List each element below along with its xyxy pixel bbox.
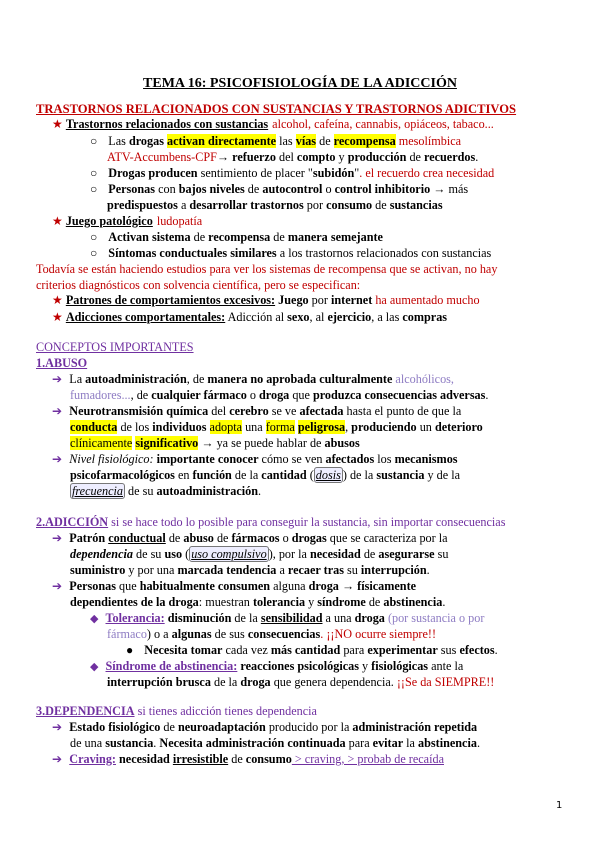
star-bullet-icon: ★ — [52, 117, 63, 131]
list-item-sustancias — [52, 116, 494, 132]
arrow-bullet-icon: ➔ — [52, 720, 63, 734]
circle-bullet-icon: ○ — [90, 246, 98, 260]
page-title: TEMA 16: PSICOFISIOLOGÍA DE LA ADICCIÓN — [143, 76, 457, 91]
dependencia-p2: ➔ Craving: necesidad irresistible de consumo > craving, > probab de recaída — [52, 752, 444, 766]
abuso-p2b: conducta de los individuos adopta una forma peligrosa, produciendo un deterioro — [70, 420, 483, 434]
circle-bullet-icon: ○ — [90, 230, 98, 244]
arrow-bullet-icon: ➔ — [52, 752, 63, 766]
circle-bullet-icon: ○ — [90, 134, 98, 148]
circle-bullet-icon: ○ — [90, 182, 98, 196]
list-item-c2: predispuestos a desarrollar trastornos por consumo de sustancias — [107, 198, 443, 212]
item-examples: alcohol, cafeína, cannabis, opiáceos, tabaco... — [272, 117, 494, 131]
abuso-p1a: ➔ La autoadministración, de manera no aprobada culturalmente alcohólicos, — [52, 372, 454, 386]
abuso-p2c: clínicamente significativo → ya se puede hablar de abusos — [70, 436, 360, 450]
list-item-adicciones: ★ Adicciones comportamentales: Adicción al sexo, al ejercicio, a las compras — [52, 310, 448, 324]
list-item-a2: ATV-Accumbens-CPF→ refuerzo del compto y producción de recuerdos. — [107, 150, 479, 164]
sindrome-line-1: ◆ Síndrome de abstinencia: reacciones psicológicas y fisiológicas ante la — [90, 659, 464, 673]
circle-bullet-icon: ○ — [90, 166, 98, 180]
dependencia-p1b: de una sustancia. Necesita administración continuada para evitar la abstinencia. — [70, 736, 480, 750]
arrow-bullet-icon: ➔ — [52, 404, 63, 418]
star-bullet-icon: ★ — [52, 214, 63, 228]
tolerancia-line-2: fármaco) o a algunas de sus consecuencias. ¡¡NO ocurre siempre!! — [107, 627, 437, 641]
diamond-bullet-icon: ◆ — [90, 661, 99, 673]
dot-bullet-icon: ● — [126, 643, 134, 657]
subheading-dependencia: 3.DEPENDENCIA si tienes adicción tienes dependencia — [36, 704, 317, 718]
section-heading-conceptos: CONCEPTOS IMPORTANTES — [36, 340, 194, 354]
arrow-bullet-icon: ➔ — [52, 372, 63, 386]
list-item-e1: ○ Síntomas conductuales similares a los trastornos relacionados con sustancias — [90, 246, 492, 260]
abuso-p2a: ➔ Neurotransmisión química del cerebro se ve afectada hasta el punto de que la — [52, 404, 462, 418]
abuso-p3b: psicofarmacológicos en función de la cantidad ( dosis ) de la sustancia y de la — [70, 468, 460, 482]
note-line-2: criterios diagnósticos con solvencia científica, pero se especifican: — [36, 278, 361, 292]
list-item-a1: ○ Las drogas activan directamente las vías de recompensa mesolímbica — [90, 134, 462, 148]
dependencia-p1a: ➔ Estado fisiológico de neuroadaptación producido por la administración repetida — [52, 720, 478, 734]
abuso-p1b: fumadores..., de cualquier fármaco o droga que produzca consecuencias adversas. — [70, 388, 489, 402]
diamond-bullet-icon: ◆ — [90, 613, 99, 625]
list-item-patrones: ★ Patrones de comportamientos excesivos: Juego por internet ha aumentado mucho — [52, 293, 480, 307]
arrow-bullet-icon: ➔ — [52, 452, 63, 466]
adiccion-p1b: dependencia de su uso ( uso compulsivo ), por la necesidad de asegurarse su — [70, 547, 449, 561]
adiccion-p2a: ➔ Personas que habitualmente consumen alguna droga → físicamente — [52, 579, 417, 593]
abuso-p3a: ➔ Nivel fisiológico: importante conocer cómo se ven afectados los mecanismos — [52, 452, 458, 466]
subheading-abuso: 1.ABUSO — [36, 356, 88, 370]
arrow-bullet-icon: ➔ — [52, 531, 63, 545]
tolerancia-line-1: ◆ Tolerancia: disminución de la sensibilidad a una droga (por sustancia o por — [90, 611, 485, 625]
list-item-d1: ○ Activan sistema de recompensa de manera semejante — [90, 230, 383, 244]
list-item-juego: ★ Juego patológico ludopatía — [52, 214, 203, 228]
adiccion-p2b: dependientes de la droga: muestran tolerancia y síndrome de abstinencia. — [70, 595, 446, 609]
sindrome-line-2: interrupción brusca de la droga que genera dependencia. ¡¡Se da SIEMPRE!! — [107, 675, 495, 689]
item-label: Trastornos relacionados con sustancias — [65, 117, 269, 131]
star-bullet-icon: ★ — [52, 310, 63, 324]
page-number: 1 — [556, 800, 563, 811]
subheading-adiccion: 2.ADICCIÓN si se hace todo lo posible para conseguir la sustancia, sin importar consecuencias — [36, 515, 506, 529]
adiccion-p1c: suministro y por una marcada tendencia a recaer tras su interrupción. — [70, 563, 430, 577]
list-item-c1: ○ Personas con bajos niveles de autocontrol o control inhibitorio → más — [90, 182, 469, 196]
section-heading-trastornos: TRASTORNOS RELACIONADOS CON SUSTANCIAS Y TRASTORNOS ADICTIVOS — [36, 102, 517, 116]
note-line-1: Todavía se están haciendo estudios para ver los sistemas de recompensa que se activan, no hay — [36, 262, 498, 276]
arrow-bullet-icon: ➔ — [52, 579, 63, 593]
adiccion-p1a: ➔ Patrón conductual de abuso de fármacos o drogas que se caracteriza por la — [52, 531, 448, 545]
star-bullet-icon: ★ — [52, 293, 63, 307]
tolerancia-line-3: ● Necesita tomar cada vez más cantidad para experimentar sus efectos. — [126, 643, 498, 657]
list-item-b1: ○ Drogas producen sentimiento de placer "subidón". el recuerdo crea necesidad — [90, 166, 495, 180]
abuso-p3c: frecuencia de su autoadministración. — [72, 484, 262, 498]
